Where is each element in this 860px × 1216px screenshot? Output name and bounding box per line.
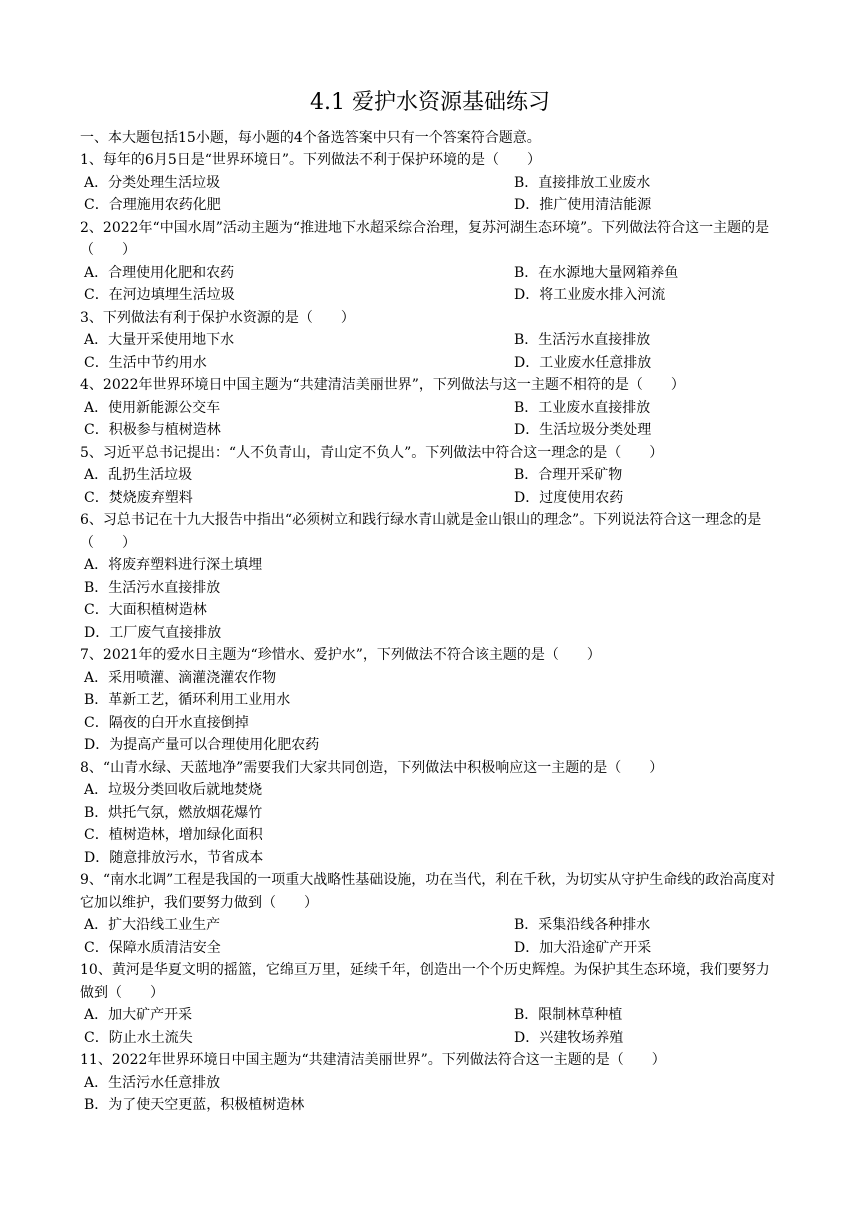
option-c: C．在河边填埋生活垃圾 (84, 287, 235, 303)
options (80, 779, 780, 869)
question-stem: 3、下列做法有利于保护水资源的是（ ） (80, 309, 355, 326)
question-8 (80, 757, 780, 870)
option-a: A．将废弃塑料进行深土填埋 (84, 557, 263, 573)
question-2 (80, 217, 780, 307)
option-a: A．分类处理生活垃圾 (84, 174, 221, 191)
option-c: C．积极参与植树造林 (84, 422, 221, 438)
option-a: A．大量开采使用地下水 (84, 332, 235, 348)
option-d: D．工业废水任意排放 (514, 354, 652, 371)
options (80, 262, 780, 307)
option-d: D．生活垃圾分类处理 (514, 422, 652, 438)
options (80, 1072, 780, 1117)
option-b: B．工业废水直接排放 (514, 399, 651, 416)
question-6 (80, 509, 780, 644)
option-a: A．加大矿产开采 (84, 1007, 193, 1023)
option-b: B．采集沿线各种排水 (514, 917, 651, 933)
option-b: B．合理开采矿物 (514, 467, 623, 483)
question-3 (80, 307, 780, 375)
option-a: A．扩大沿线工业生产 (84, 917, 221, 933)
options (80, 554, 780, 644)
option-d: D．为提高产量可以合理使用化肥农药 (84, 737, 320, 753)
option-c: C．防止水土流失 (84, 1029, 193, 1046)
option-c: C．隔夜的白开水直接倒掉 (84, 714, 249, 731)
option-d: D．工厂废气直接排放 (84, 624, 222, 641)
options (80, 914, 780, 959)
options (80, 397, 780, 442)
question-stem: 5、习近平总书记提出：“人不负青山，青山定不负人”。下列做法中符合这一理念的是（ ） (80, 444, 664, 461)
option-a: A．采用喷灌、滴灌浇灌农作物 (84, 669, 277, 686)
option-a: A．乱扔生活垃圾 (84, 467, 193, 483)
option-a: A．垃圾分类回收后就地焚烧 (84, 782, 263, 798)
option-a: A．合理使用化肥和农药 (84, 264, 235, 281)
option-c: C．保障水质清洁安全 (84, 939, 221, 956)
question-7 (80, 644, 780, 757)
option-b: B．限制林草种植 (514, 1007, 623, 1023)
question-9 (80, 869, 780, 959)
question-stem: 8、“山青水绿、天蓝地净”需要我们大家共同创造，下列做法中积极响应这一主题的是（ ） (80, 759, 664, 776)
option-a: A．生活污水任意排放 (84, 1074, 221, 1091)
option-a: A．使用新能源公交车 (84, 399, 221, 416)
option-d: D．兴建牧场养殖 (514, 1029, 624, 1046)
option-d: D．过度使用农药 (514, 489, 624, 506)
option-c: C．焚烧废弃塑料 (84, 489, 193, 506)
question-stem: 7、2021年的爱水日主题为“珍惜水、爱护水”，下列做法不符合该主题的是（ ） (80, 647, 601, 663)
question-stem: 11、2022年世界环境日中国主题为“共建清洁美丽世界”。下列做法符合这一主题的是（ ） (80, 1052, 666, 1068)
option-b: B．生活污水直接排放 (84, 579, 221, 596)
option-b: B．生活污水直接排放 (514, 332, 651, 348)
question-stem: 9、“南水北调”工程是我国的一项重大战略性基础设施，功在当代，利在千秋，为切实从守护生命线的政治高度对它加以维护，我们要努力做到（ ） (80, 872, 776, 911)
option-c: C．大面积植树造林 (84, 602, 207, 618)
option-b: B．直接排放工业废水 (514, 174, 651, 191)
option-c: C．生活中节约用水 (84, 354, 207, 371)
option-b: B．革新工艺，循环利用工业用水 (84, 692, 291, 708)
options (80, 172, 780, 217)
option-d: D．推广使用清洁能源 (514, 197, 652, 213)
question-5 (80, 442, 780, 510)
options (80, 1004, 780, 1049)
option-b: B．为了使天空更蓝，积极植树造林 (84, 1097, 305, 1113)
question-stem: 1、每年的6月5日是“世界环境日”。下列做法不利于保护环境的是（ ） (80, 152, 542, 168)
option-d: D．随意排放污水，节省成本 (84, 849, 264, 866)
question-stem: 2、2022年“中国水周”活动主题为“推进地下水超采综合治理，复苏河湖生态环境”。下列做法符合这一主题的是（ ） (80, 219, 770, 258)
option-c: C．植树造林，增加绿化面积 (84, 827, 263, 843)
question-10 (80, 959, 780, 1049)
option-d: D．将工业废水排入河流 (514, 287, 666, 303)
section-instruction: 一、本大题包括15小题，每小题的4个备选答案中只有一个答案符合题意。 (80, 130, 541, 146)
option-b: B．烘托气氛，燃放烟花爆竹 (84, 804, 263, 821)
question-4 (80, 374, 780, 442)
option-c: C．合理施用农药化肥 (84, 197, 221, 213)
worksheet-title: 4.1 爱护水资源基础练习 (310, 90, 550, 115)
options (80, 329, 780, 374)
question-11 (80, 1049, 780, 1117)
option-d: D．加大沿途矿产开采 (514, 939, 652, 956)
options (80, 464, 780, 509)
question-1 (80, 149, 780, 217)
options (80, 667, 780, 757)
question-stem: 4、2022年世界环境日中国主题为“共建清洁美丽世界”，下列做法与这一主题不相符的是（ ） (80, 377, 685, 393)
option-b: B．在水源地大量网箱养鱼 (514, 264, 679, 281)
question-stem: 10、黄河是华夏文明的摇篮，它绵亘万里，延续千年，创造出一个个历史辉煌。为保护其生态环境，我们要努力做到（ ） (80, 962, 770, 1001)
question-stem: 6、习总书记在十九大报告中指出“必须树立和践行绿水青山就是金山银山的理念”。下列说法符合这一理念的是（ ） (80, 512, 762, 551)
